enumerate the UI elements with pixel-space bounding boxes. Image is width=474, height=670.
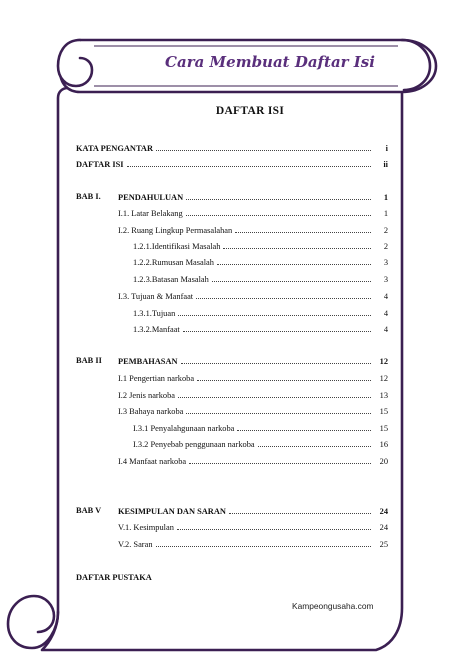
- chapter-entry-bab5: [118, 506, 388, 517]
- toc-entry: [118, 539, 388, 550]
- toc-entry-page: 16: [379, 440, 388, 449]
- dot-leader: [212, 281, 371, 282]
- dot-leader: [178, 315, 371, 316]
- chapter-page: 12: [379, 357, 388, 366]
- toc-entry-label: I.1 Pengertian narkoba: [118, 374, 195, 383]
- toc-entry-page: 1: [383, 209, 388, 218]
- toc-entry-label: 1.3.2.Manfaat: [133, 325, 180, 334]
- toc-entry-label: I.1. Latar Belakang: [118, 209, 183, 218]
- toc-entry-label: I.2. Ruang Lingkup Permasalahan: [118, 226, 233, 235]
- toc-entry-page: 12: [379, 374, 388, 383]
- dot-leader: [258, 446, 371, 447]
- toc-entry-label: I.3.1 Penyalahgunaan narkoba: [133, 424, 235, 433]
- toc-heading: DAFTAR ISI: [215, 105, 285, 117]
- toc-entry: [118, 522, 388, 533]
- toc-entry-label: I.2 Jenis narkoba: [118, 391, 175, 400]
- toc-entry-label: 1.3.1.Tujuan: [133, 309, 176, 318]
- toc-entry-page: 2: [383, 242, 388, 251]
- footer-site: Kampeongusaha.com: [292, 601, 374, 611]
- toc-entry-page: 4: [383, 325, 388, 334]
- toc-entry: [133, 241, 388, 252]
- toc-entry-page: 2: [383, 226, 388, 235]
- toc-entry-page: i: [385, 144, 388, 153]
- dot-leader: [156, 150, 371, 151]
- dot-leader: [183, 331, 371, 332]
- dot-leader: [156, 546, 371, 547]
- dot-leader: [178, 397, 371, 398]
- toc-entry-label: 1.2.3.Batasan Masalah: [133, 275, 209, 284]
- toc-entry: [118, 208, 388, 219]
- chapter-title: PEMBAHASAN: [118, 357, 178, 366]
- toc-entry: [133, 257, 388, 268]
- toc-entry: [133, 274, 388, 285]
- toc-entry: [118, 456, 388, 467]
- chapter-entry-bab2: [118, 356, 388, 367]
- toc-entry-label: I.3.2 Penyebab penggunaan narkoba: [133, 440, 255, 449]
- dot-leader: [217, 264, 371, 265]
- chapter-entry-bab1: [118, 192, 388, 203]
- dot-leader: [197, 380, 371, 381]
- dot-leader: [223, 248, 371, 249]
- toc-entry-page: ii: [383, 160, 388, 169]
- chapter-title: KESIMPULAN DAN SARAN: [118, 507, 226, 516]
- toc-entry: [118, 373, 388, 384]
- dot-leader: [177, 529, 371, 530]
- toc-entry: [118, 291, 388, 302]
- toc-entry-label: DAFTAR ISI: [76, 160, 124, 169]
- dot-leader: [186, 215, 371, 216]
- toc-entry-page: 15: [379, 424, 388, 433]
- toc-entry-label: I.3. Tujuan & Manfaat: [118, 292, 194, 301]
- dot-leader: [127, 166, 371, 167]
- toc-entry-label: I.4 Manfaat narkoba: [118, 457, 187, 466]
- chapter-number: BAB V: [76, 506, 102, 515]
- chapter-title: PENDAHULUAN: [118, 193, 184, 202]
- toc-entry-daftar-isi: [76, 159, 388, 170]
- toc-entry-label: I.3 Bahaya narkoba: [118, 407, 184, 416]
- toc-entry: [133, 308, 388, 319]
- toc-entry-page: 24: [379, 523, 388, 532]
- dot-leader: [237, 430, 371, 431]
- dot-leader: [229, 513, 371, 514]
- chapter-page: 24: [379, 507, 388, 516]
- toc-entry: [118, 390, 388, 401]
- dot-leader: [181, 363, 371, 364]
- toc-entry: [133, 324, 388, 335]
- toc-entry-label: 1.2.2.Rumusan Masalah: [133, 258, 214, 267]
- dot-leader: [186, 199, 371, 200]
- toc-entry: [118, 406, 388, 417]
- dot-leader: [186, 413, 371, 414]
- toc-entry-label: KATA PENGANTAR: [76, 144, 154, 153]
- toc-entry: [133, 423, 388, 434]
- dot-leader: [189, 463, 371, 464]
- chapter-number: BAB II: [76, 356, 102, 365]
- toc-entry-page: 4: [383, 292, 388, 301]
- toc-entry-page: 4: [383, 309, 388, 318]
- dot-leader: [235, 232, 371, 233]
- toc-entry-page: 13: [379, 391, 388, 400]
- banner-title: Cara Membuat Daftar Isi: [165, 53, 375, 71]
- toc-entry-page: 25: [379, 540, 388, 549]
- toc-entry-page: 20: [379, 457, 388, 466]
- toc-entry-daftar-pustaka: DAFTAR PUSTAKA: [76, 573, 152, 582]
- toc-entry-label: 1.2.1.Identifikasi Masalah: [133, 242, 221, 251]
- toc-entry-page: 3: [383, 258, 388, 267]
- chapter-page: 1: [383, 193, 388, 202]
- toc-entry-page: 15: [379, 407, 388, 416]
- toc-entry-label: V.2. Saran: [118, 540, 153, 549]
- toc-entry-label: V.1. Kesimpulan: [118, 523, 174, 532]
- dot-leader: [196, 298, 371, 299]
- toc-entry: [133, 439, 388, 450]
- toc-entry-kata-pengantar: [76, 143, 388, 154]
- toc-entry: [118, 225, 388, 236]
- chapter-number: BAB I.: [76, 192, 101, 201]
- toc-entry-page: 3: [383, 275, 388, 284]
